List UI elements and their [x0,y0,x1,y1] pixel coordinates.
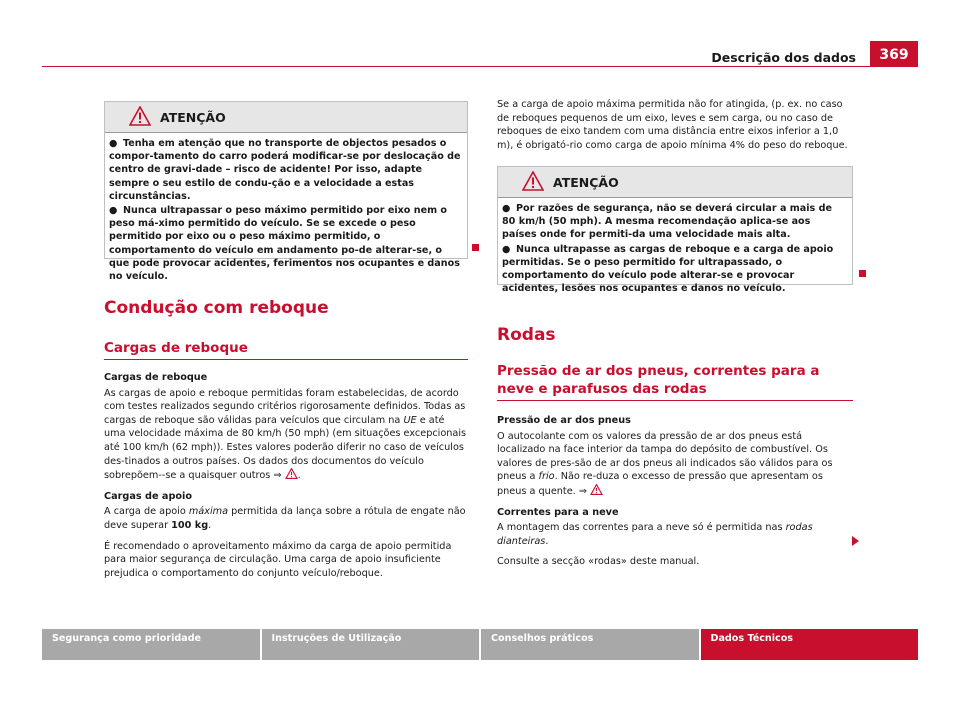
warning-title: ATENÇÃO [160,110,226,125]
warning-triangle-icon [129,106,151,126]
section-title: Condução com reboque [104,298,329,318]
warning-item: ● Nunca ultrapassar o peso máximo permitido por eixo nem o peso má-ximo permitido do veículo. Se se excede o peso permitido por eixo ou o peso máximo permitido, o comportamento do veículo em andamento po-de alterar-se, o que pode provocar acidentes, ferimentos nos ocupantes e danos no veículo. [109,205,460,283]
page-header-title: Descrição dos dados [711,50,856,65]
paragraph: A carga de apoio máxima permitida da lança sobre a rótula de engate não deve superar 100 kg. [104,506,466,531]
paragraph: É recomendado o aproveitamento máximo da carga de apoio permitida para maior segurança de circulação. Uma carga de apoio insuficiente prejudica o comportamento do conjunto veículo/reboque. [104,540,452,579]
footer-tab-dados-tecnicos[interactable]: Dados Técnicos [701,629,919,660]
paragraph-heading: Cargas de apoio [104,490,193,502]
warning-header [105,102,467,133]
paragraph-heading: Cargas de reboque [104,372,208,383]
warning-item: ● Tenha em atenção que no transporte de objectos pesados o compor-tamento do carro poderá modificar-se por deslocação de centro de gravi-dade – risco de acidente! Por isso, adapte sempre o seu estilo de condu-ção e a velocidade a estas circunstâncias. [109,138,461,202]
footer-tab-instrucoes[interactable]: Instruções de Utilização [262,629,480,660]
page-number: 369 [870,41,918,67]
warning-triangle-icon[interactable] [590,484,603,495]
warning-triangle-icon[interactable] [285,468,298,479]
warning-box-right [497,166,853,295]
warning-box-left [104,101,468,283]
paragraph: As cargas de apoio e reboque permitidas foram estabelecidas, de acordo com testes realizados segundo critérios rigorosamente definidos. Todas as cargas de reboque são válidas para veículos que circulam na UE e até uma velocidade máxima de 80 km/h (50 mph) (em situações excepcionais até 100 km/h (62 mph)). Estes valores poderão diferir no caso de veículos des-tinados a outros países. Os dados dos documentos do veículo sobrepõem--se a quaisquer outros ⇒ . [104,387,467,482]
paragraph: O autocolante com os valores da pressão de ar dos pneus está localizado na face interior da tampa do depósito de combustível. Os valores de pres-são de ar dos pneus ali indicados são válidos para os pneus a frio. Não re-duza o excesso de pressão que apresentam os pneus a quente. ⇒ [497,430,833,497]
footer-tab-seguranca[interactable]: Segurança como prioridade [42,629,260,660]
paragraph: Consulte a secção «rodas» deste manual. [497,556,700,568]
warning-header [498,167,852,198]
warning-item: ● Nunca ultrapasse as cargas de reboque e a carga de apoio permitidas. Se o peso permitido for ultrapassado, o comportamento do veículo pode alterar-se e provocar acidentes, lesões nos ocupantes e danos no veículo. [502,243,834,295]
paragraph-heading: Correntes para a neve [497,506,619,518]
footer-nav [42,629,918,660]
left-body-text [104,371,468,587]
next-page-arrow-icon[interactable] [852,536,859,546]
paragraph: A montagem das correntes para a neve só é permitida nas rodas dianteiras. [497,522,813,547]
header-rule [42,66,918,67]
end-marker [859,270,866,277]
warning-triangle-icon [522,171,544,191]
right-intro-text: Se a carga de apoio máxima permitida não for atingida, (p. ex. no caso de reboques pequenos de um eixo, leves e sem carga, ou no caso de reboques de eixo tandem com uma distância entre eixos inferior a 1,0 m), é obrigató-rio como carga de apoio mínima 4% do peso do reboque. [497,99,848,151]
warning-item: ● Por razões de segurança, não se deverá circular a mais de 80 km/h (50 mph). A mesma recomendação aplica-se aos países onde for permiti-da uma velocidade mais alta. [502,203,832,241]
warning-body [105,133,467,283]
end-marker [472,244,479,251]
warning-title: ATENÇÃO [553,175,619,190]
warning-body [498,198,852,295]
right-body-text [497,414,853,576]
paragraph-heading: Pressão de ar dos pneus [497,415,631,426]
section-title: Rodas [497,325,556,345]
subsection-title: Cargas de reboque [104,339,468,360]
subsection-title: Pressão de ar dos pneus, correntes para a neve e parafusos das rodas [497,362,853,401]
footer-tab-conselhos[interactable]: Conselhos práticos [481,629,699,660]
